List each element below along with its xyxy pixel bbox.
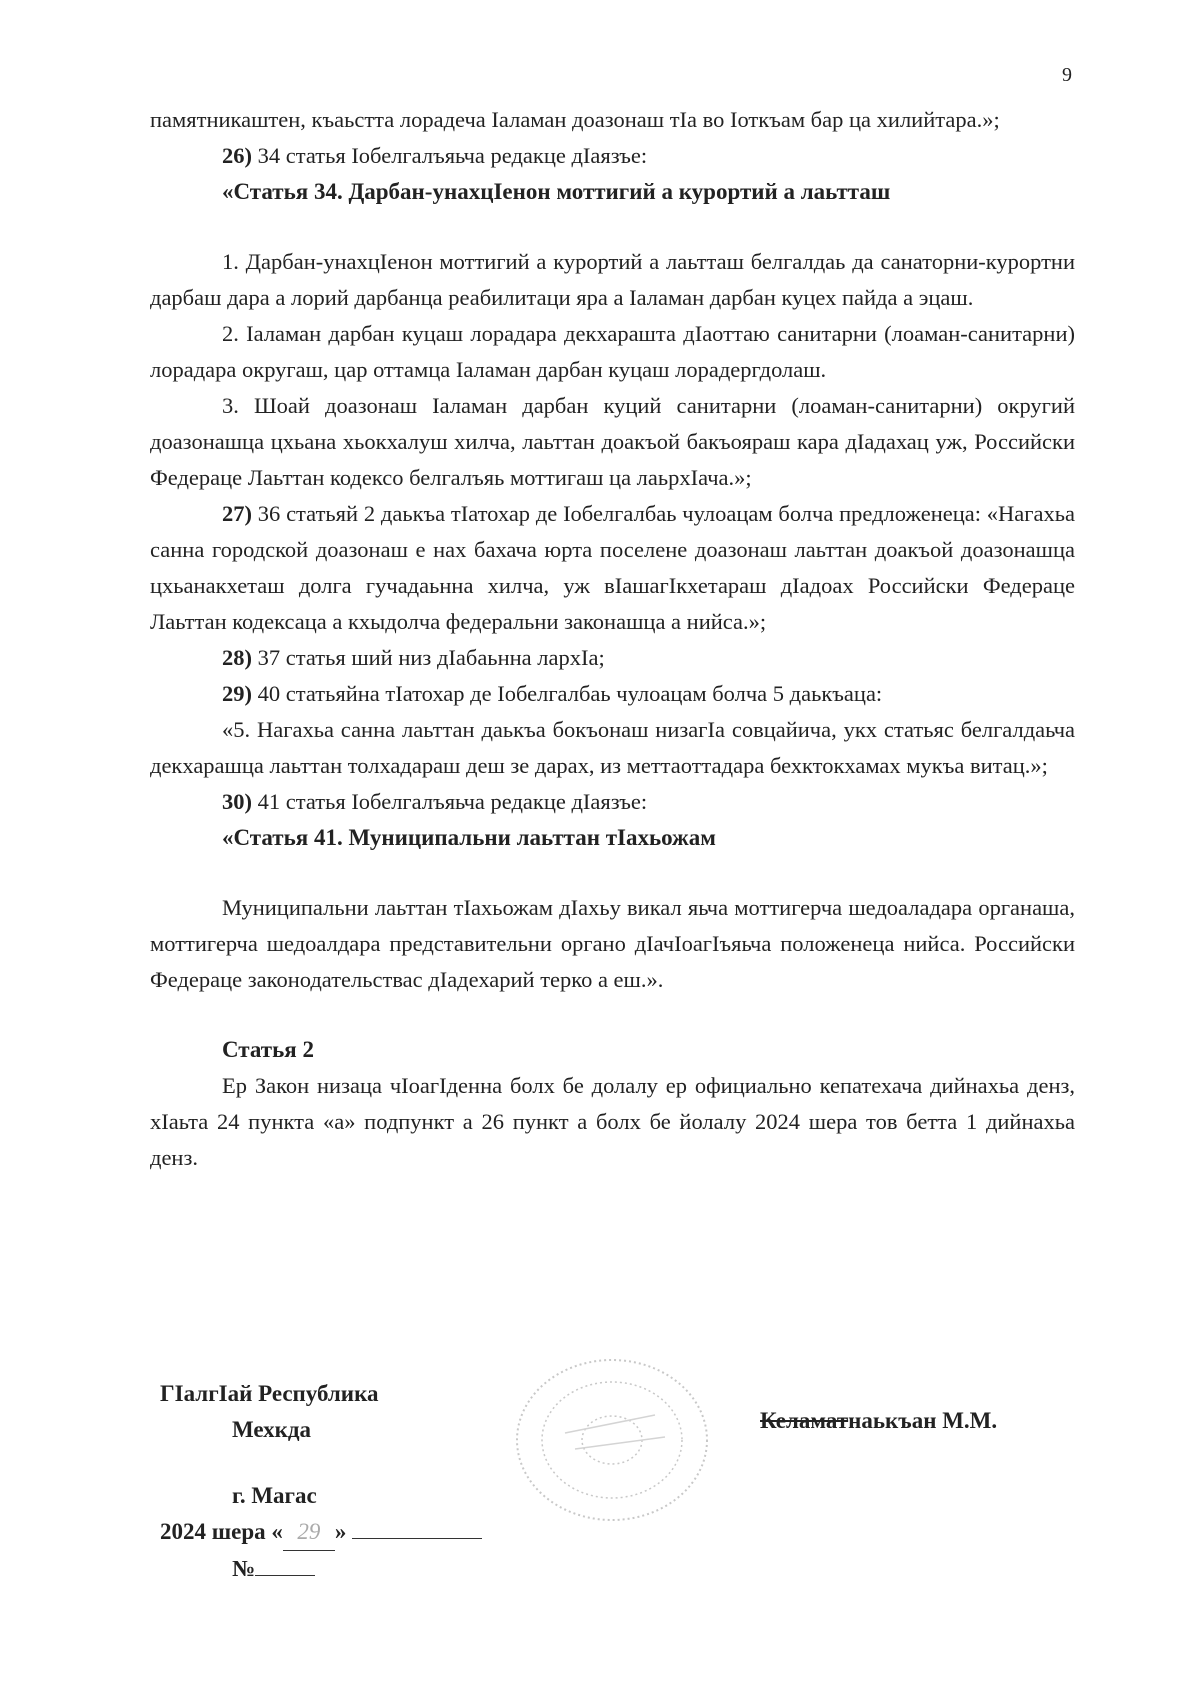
date-suffix: » <box>334 1519 347 1544</box>
body-paragraph: 1. Дарбан-унахцIенон моттигий а курортий а лаьтташ белгалдаь да санаторни-курортни дарбаш дара а лорий дарбанца реабилитаци яра а Iаламан дарбан куцех пайда а эцаш. <box>150 249 1075 310</box>
number-line <box>160 1551 482 1587</box>
date-prefix: 2024 шера « <box>160 1519 283 1544</box>
signatory-surname-struck: Келамат <box>760 1408 849 1433</box>
article-heading: «Статья 41. Муниципальни лаьттан тIахьожам <box>222 825 716 850</box>
amendment-item-text: 37 статья ший низ дIабаьнна лархIа; <box>252 645 605 670</box>
amendment-item <box>150 784 1075 820</box>
number-sign: № <box>232 1556 256 1581</box>
city-name: г. Магас <box>232 1483 317 1508</box>
amendment-item <box>150 496 1075 640</box>
amendment-item-number: 29) <box>222 681 252 706</box>
article-heading: Статья 2 <box>222 1037 314 1062</box>
amendment-item <box>150 640 1075 676</box>
amendment-item-number: 26) <box>222 143 252 168</box>
amendment-item-text: 36 статьяй 2 даькъа тIатохар де Iобелгалбаь чулоацам болча предложенеца: «Нагахьа санна городской доазонаш е нах бахача юрта поселене доазонаш лаьттан доакъой доазонашца цхьанакхеташ долга гучадаьнна хилча, уж вIашагIкхетараш дIадоах Российски Федераце Лаьттан кодексаца а кхыдолча федеральни законашца а нийса.»; <box>150 501 1075 634</box>
signature-block-left <box>160 1376 378 1448</box>
body-paragraph: 3. Шоай доазонаш Iаламан дарбан куций санитарни (лоаман-санитарни) округий доазонашца цхьана хьокхалуш хилча, лаьттан доакъой бакъояраш кара дIадахац уж, Российски Федераце Лаьттан кодексо белгалъяь моттигаш ца лаьрхIача.»; <box>150 393 1075 490</box>
amendment-item <box>150 676 1075 712</box>
law-body-text <box>150 102 1075 1176</box>
body-paragraph: «5. Нагахьа санна лаьттан даькъа бокъонаш низагIа совцайича, укх статьяс белгалдаьча декхарашца лаьттан толхадараш деш зе дарах, из меттаоттадара бехктокхамах мукъа витац.»; <box>150 717 1075 778</box>
number-blank <box>255 1575 315 1576</box>
place-date-block <box>160 1478 482 1587</box>
amendment-item-text: 41 статья Iобелгалъяьча редакце дIаязъе: <box>252 789 648 814</box>
amendment-item-text: 40 статьяйна тIатохар де Iобелгалбаь чулоацам болча 5 даькъаца: <box>252 681 883 706</box>
signature-block-right <box>760 1408 997 1434</box>
signature-title-line1: ГIалгIай Республика <box>160 1381 379 1406</box>
amendment-item-text: 34 статья Iобелгалъяьча редакце дIаязъе: <box>252 143 648 168</box>
paragraph-gap <box>150 998 1075 1032</box>
paragraph-gap <box>150 856 1075 890</box>
date-line <box>160 1514 482 1551</box>
signature-title-line2: Мехкда <box>232 1417 312 1442</box>
amendment-item-number: 28) <box>222 645 252 670</box>
signatory-surname-rest: наькъан М.М. <box>848 1408 998 1433</box>
amendment-item <box>150 138 1075 174</box>
amendment-item-number: 30) <box>222 789 252 814</box>
body-paragraph: Муниципальни лаьттан тIахьожам дIахьу викал яьча моттигерча шедоаладара органаша, моттигерча шедоалдара представительни органо дIачIоагIъяьча положенеца нийса. Российски Федераце законодательствас дIадехарий терко а еш.». <box>150 895 1075 992</box>
date-day-handwritten: 29 <box>283 1514 335 1551</box>
body-paragraph: 2. Iаламан дарбан куцаш лорадара декхарашта дIаоттаю санитарни (лоаман-санитарни) лорадара округаш, цар оттамца Iаламан дарбан куцаш лорадергдолаш. <box>150 321 1075 382</box>
official-seal-stamp <box>505 1345 720 1535</box>
body-paragraph: Ер Закон низаца чIоагIденна болх бе долалу ер официально кепатехача дийнахьа денз, хIаьта 24 пункта «а» подпункт а 26 пункт а болх бе йолалу 2024 шера тов бетта 1 дийнахьа денз. <box>150 1073 1075 1170</box>
page-number: 9 <box>1062 64 1072 86</box>
continued-paragraph: памятникаштен, къаьстта лорадеча Iаламан доазонаш тIа во Iоткъам бар ца хилийтара.»; <box>150 107 1000 132</box>
amendment-item-number: 27) <box>222 501 252 526</box>
article-heading: «Статья 34. Дарбан-унахцIенон моттигий а курортий а лаьтташ <box>222 179 891 204</box>
paragraph-gap <box>150 210 1075 244</box>
date-month-blank <box>352 1538 482 1539</box>
